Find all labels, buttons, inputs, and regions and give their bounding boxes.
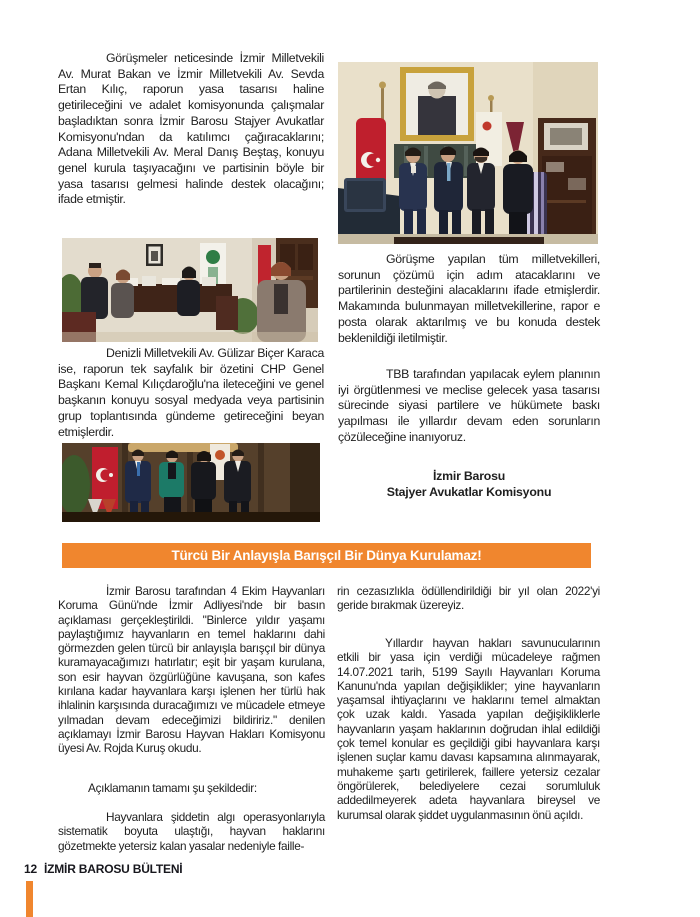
photo-group-ataturk-portrait (338, 62, 598, 244)
photo-meeting-office (62, 238, 318, 342)
signature-line-2: Stajyer Avukatlar Komisyonu (386, 484, 552, 499)
footer-accent-bar (26, 881, 33, 917)
paragraph-meetings-left-1: Görüşmeler neticesinde İzmir Milletvekili Av. Murat Bakan ve İzmir Milletvekili Av. Sevda Ertan Kılıç, raporun yasa tasarısı haline getirileceğini ve adalet komisyonunda çalışmalar başladıktan sonra İzmir Barosu Stajyer Avukatlar Komisyonu'ndan da katılımcı çağıracaklarını; Adana Milletvekili Av. Meral Danış Beştaş, konuyu genel kurula taşıyacağını ve partisinin böyle bir yasa tasarısı gelmesi halinde destek olacağını; ifade etmiştir. (58, 51, 324, 207)
page-number: 12 (24, 862, 37, 876)
photo-group-dark-room (62, 443, 320, 522)
paragraph-animal-left-1: İzmir Barosu tarafından 4 Ekim Hayvanları Koruma Günü'nde İzmir Adliyesi'nde bir basın açıklaması gerçekleştirildi. "Binlerce yıldır yaşamı paylaştığımız hayvanların en temel haklarını dahi görmezden gelen türcü bir anlayışla barışçıl bir dünya kuramayacağımızı hatırlatır; eşit bir yaşam kurulana, son esir hayvan özgürlüğüne kavuşana, son kafes kırılana kadar hayvanlara karşı işlenen her türlü hak ihlalinin karşısında duracağımızı ve mücadele etmeye yılmadan devam edeceğimizi bildiririz." denilen açıklamayı İzmir Barosu Hayvan Hakları Komisyonu üyesi Av. Rojda Kuruş okudu. (58, 584, 325, 756)
paragraph-meetings-right-1: Görüşme yapılan tüm milletvekilleri, sorunun çözümü için adım atacaklarını ve partilerinin desteğini alacaklarını ifade etmişlerdir. Makamında bulunmayan milletvekillerine, rapor e posta olarak aktarılmış ve bu konuda destek beklenildiği iletilmiştir. (338, 252, 600, 345)
paragraph-animal-right-1: rin cezasızlıkla ödüllendirildiği bir yıl olan 2022'yi geride bırakmak üzereyiz. (337, 584, 600, 613)
paragraph-meetings-right-2: TBB tarafından yapılacak eylem planının iyi örgütlenmesi ve meclise gelecek yasa tasarısı sürecinde siyasi partilere ve hükümete baskı yapılması ile yıllardır devam eden sorunların çözüleceğine inanıyoruz. (338, 367, 600, 444)
article-signature (338, 469, 600, 500)
footer-title: İZMİR BAROSU BÜLTENİ (44, 862, 183, 876)
paragraph-animal-left-2: Açıklamanın tamamı şu şekildedir: (88, 781, 257, 795)
paragraph-meetings-left-2: Denizli Milletvekili Av. Gülizar Biçer Karaca ise, raporun tek sayfalık bir özetini CHP Genel Başkanı Kemal Kılıçdaroğlu'na ileteceğini ve genel başkanın konuyu sosyal medyada veya partisinin grup toplantısında gündeme getireceğini beyan etmişlerdir. (58, 346, 324, 439)
photo-group-dark-room-illustration (62, 443, 320, 522)
paragraph-animal-left-3: Hayvanlara şiddetin algı operasyonlarıyla sistematik boyuta ulaştığı, hayvan haklarını gözetmekte yetersiz kalan yasalar nedeniyle faille- (58, 810, 325, 853)
signature-line-1: İzmir Barosu (432, 469, 506, 483)
paragraph-animal-right-2: Yıllardır hayvan hakları savunucularının etkili bir yasa için verdiği mücadeleye rağmen 14.07.2021 tarih, 5199 Sayılı Hayvanları Koruma Kanunu'nda yapılan değişiklikler; yine hayvanların yaşamsal ihtiyaçlarını ve haklarını temel almaktan çok uzak kaldı. Yasada yapılan değişikliklerle hayvanların yaşam haklarının doğrudan ihlal edildiği çok temel konular es geçildiği gibi hayvanlara karşı işlenen suçlar kamu davası kapsamına alınmayarak, muhakeme şartı getirilerek, faillere yetersiz cezalar öngörülerek, belediyelere cezai sorumluluk addedilmeyerek adeta hayvanlara bireysel ve kurumsal olarak şiddet uygulanmasının önü açıldı. (337, 636, 600, 822)
photo-meeting-office-illustration (62, 238, 318, 342)
photo-group-ataturk-illustration (338, 62, 598, 244)
article-headline-banner: Türcü Bir Anlayışla Barışçıl Bir Dünya Kurulamaz! (62, 543, 591, 568)
